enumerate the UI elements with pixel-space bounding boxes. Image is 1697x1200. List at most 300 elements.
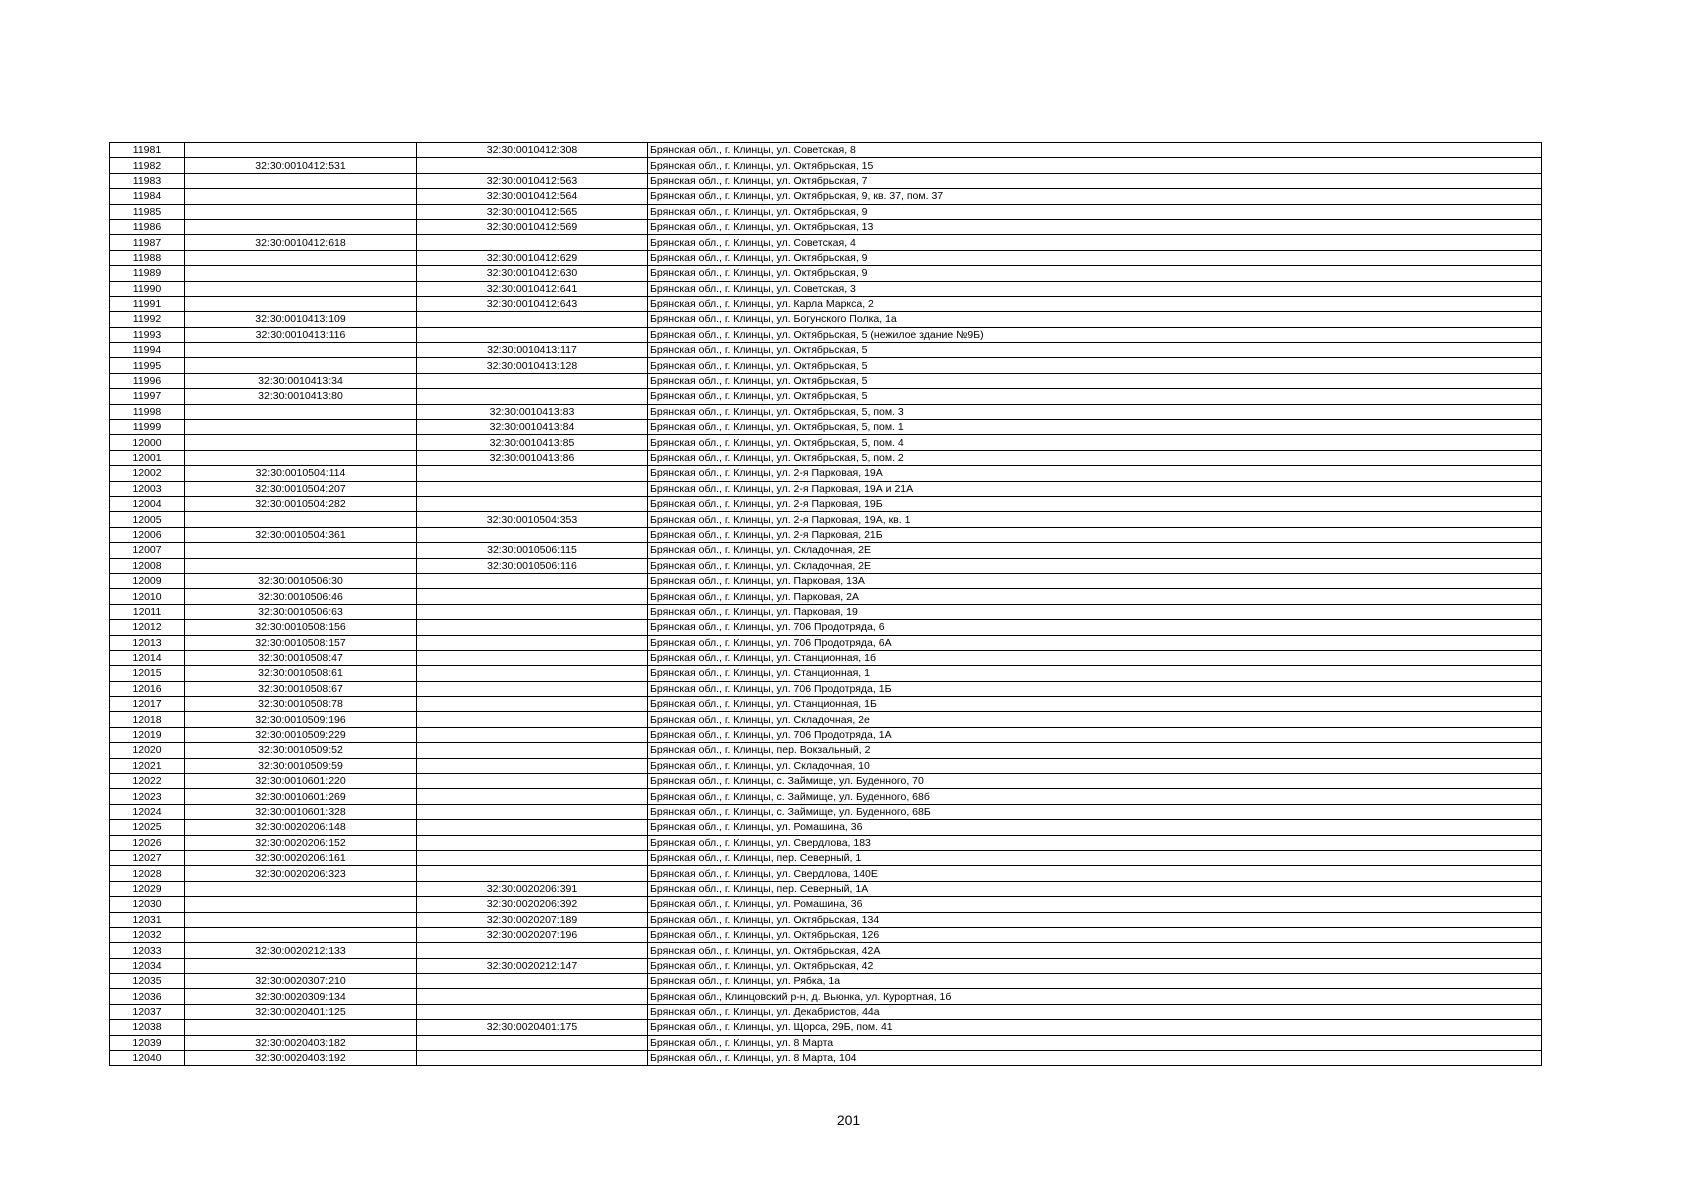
row-number-cell: 11992 [110, 312, 185, 327]
cadastral-number-cell: 32:30:0010412:618 [185, 235, 417, 250]
row-number-cell: 12007 [110, 543, 185, 558]
row-number-cell: 12004 [110, 496, 185, 511]
row-number-cell: 12014 [110, 650, 185, 665]
cadastral-number-cell: 32:30:0010508:67 [185, 681, 417, 696]
address-cell: Брянская обл., г. Клинцы, ул. 2-я Парковая, 19Б [648, 496, 1542, 511]
cadastral-number-cell [185, 296, 417, 311]
address-cell: Брянская обл., г. Клинцы, ул. 2-я Парковая, 19А и 21А [648, 481, 1542, 496]
cadastral-number-premises-cell: 32:30:0010412:308 [417, 143, 648, 158]
row-number-cell: 12020 [110, 743, 185, 758]
row-number-cell: 12036 [110, 989, 185, 1004]
row-number-cell: 12015 [110, 666, 185, 681]
cadastral-number-premises-cell: 32:30:0010413:128 [417, 358, 648, 373]
cadastral-number-cell: 32:30:0010506:30 [185, 573, 417, 588]
row-number-cell: 12029 [110, 881, 185, 896]
address-cell: Брянская обл., г. Клинцы, ул. 706 Продотряда, 6 [648, 620, 1542, 635]
table-row [110, 389, 1542, 404]
row-number-cell: 12038 [110, 1020, 185, 1035]
cadastral-number-cell: 32:30:0010508:157 [185, 635, 417, 650]
table-row [110, 404, 1542, 419]
cadastral-number-premises-cell [417, 573, 648, 588]
cadastral-number-premises-cell: 32:30:0010413:117 [417, 343, 648, 358]
address-cell: Брянская обл., г. Клинцы, ул. Складочная, 2е [648, 712, 1542, 727]
address-cell: Брянская обл., г. Клинцы, ул. Октябрьская, 15 [648, 158, 1542, 173]
table-row [110, 635, 1542, 650]
table-row [110, 296, 1542, 311]
table-row [110, 527, 1542, 542]
row-number-cell: 11994 [110, 343, 185, 358]
address-cell: Брянская обл., г. Клинцы, пер. Северный, 1А [648, 881, 1542, 896]
address-cell: Брянская обл., г. Клинцы, ул. Карла Маркса, 2 [648, 296, 1542, 311]
table-row [110, 158, 1542, 173]
table-row [110, 666, 1542, 681]
cadastral-number-cell [185, 420, 417, 435]
address-cell: Брянская обл., г. Клинцы, ул. Богунского Полка, 1а [648, 312, 1542, 327]
row-number-cell: 12003 [110, 481, 185, 496]
address-cell: Брянская обл., г. Клинцы, ул. Свердлова, 140Е [648, 866, 1542, 881]
cadastral-number-cell [185, 512, 417, 527]
cadastral-number-premises-cell: 32:30:0010412:564 [417, 189, 648, 204]
address-cell: Брянская обл., г. Клинцы, с. Займище, ул. Буденного, 68Б [648, 804, 1542, 819]
cadastral-number-cell: 32:30:0010413:109 [185, 312, 417, 327]
cadastral-number-premises-cell [417, 943, 648, 958]
row-number-cell: 12011 [110, 604, 185, 619]
table-row [110, 804, 1542, 819]
table-row [110, 850, 1542, 865]
table-row [110, 989, 1542, 1004]
row-number-cell: 12032 [110, 927, 185, 942]
cadastral-number-premises-cell [417, 650, 648, 665]
page-number: 201 [836, 1112, 861, 1128]
table-row [110, 697, 1542, 712]
cadastral-number-cell [185, 958, 417, 973]
cadastral-number-premises-cell [417, 866, 648, 881]
table-row [110, 620, 1542, 635]
row-number-cell: 12033 [110, 943, 185, 958]
cadastral-number-cell [185, 189, 417, 204]
row-number-cell: 11995 [110, 358, 185, 373]
address-cell: Брянская обл., г. Клинцы, пер. Вокзальный, 2 [648, 743, 1542, 758]
cadastral-number-cell: 32:30:0020309:134 [185, 989, 417, 1004]
cadastral-number-premises-cell: 32:30:0020206:391 [417, 881, 648, 896]
cadastral-number-cell: 32:30:0010508:156 [185, 620, 417, 635]
cadastral-number-premises-cell [417, 327, 648, 342]
cadastral-number-premises-cell [417, 850, 648, 865]
address-cell: Брянская обл., г. Клинцы, ул. Октябрьская, 134 [648, 912, 1542, 927]
table-row [110, 897, 1542, 912]
cadastral-number-premises-cell: 32:30:0010413:85 [417, 435, 648, 450]
table-row [110, 974, 1542, 989]
row-number-cell: 12019 [110, 727, 185, 742]
row-number-cell: 11998 [110, 404, 185, 419]
row-number-cell: 12001 [110, 450, 185, 465]
address-cell: Брянская обл., г. Клинцы, ул. Октябрьская, 5 [648, 389, 1542, 404]
cadastral-number-premises-cell [417, 666, 648, 681]
row-number-cell: 12035 [110, 974, 185, 989]
address-cell: Брянская обл., Клинцовский р-н, д. Вьюнка, ул. Курортная, 1б [648, 989, 1542, 1004]
cadastral-number-premises-cell [417, 835, 648, 850]
cadastral-number-cell: 32:30:0020206:148 [185, 820, 417, 835]
cadastral-number-premises-cell: 32:30:0010412:563 [417, 173, 648, 188]
table-row [110, 1020, 1542, 1035]
cadastral-number-premises-cell: 32:30:0010413:83 [417, 404, 648, 419]
cadastral-number-cell: 32:30:0010508:61 [185, 666, 417, 681]
table-row [110, 420, 1542, 435]
cadastral-number-premises-cell [417, 389, 648, 404]
registry-table [109, 142, 1542, 1066]
cadastral-number-premises-cell [417, 789, 648, 804]
cadastral-number-premises-cell [417, 481, 648, 496]
row-number-cell: 12037 [110, 1004, 185, 1019]
row-number-cell: 12025 [110, 820, 185, 835]
table-row [110, 543, 1542, 558]
table-row [110, 204, 1542, 219]
table-row [110, 604, 1542, 619]
row-number-cell: 12006 [110, 527, 185, 542]
table-row [110, 373, 1542, 388]
row-number-cell: 12030 [110, 897, 185, 912]
table-row [110, 881, 1542, 896]
cadastral-number-premises-cell [417, 235, 648, 250]
cadastral-number-cell: 32:30:0020206:323 [185, 866, 417, 881]
row-number-cell: 11987 [110, 235, 185, 250]
cadastral-number-cell [185, 927, 417, 942]
cadastral-number-premises-cell [417, 758, 648, 773]
address-cell: Брянская обл., г. Клинцы, ул. 8 Марта, 104 [648, 1051, 1542, 1066]
row-number-cell: 11982 [110, 158, 185, 173]
cadastral-number-cell: 32:30:0020206:161 [185, 850, 417, 865]
row-number-cell: 11986 [110, 219, 185, 234]
address-cell: Брянская обл., г. Клинцы, ул. Октябрьская, 5 [648, 343, 1542, 358]
row-number-cell: 12040 [110, 1051, 185, 1066]
row-number-cell: 12028 [110, 866, 185, 881]
address-cell: Брянская обл., г. Клинцы, ул. Парковая, 13А [648, 573, 1542, 588]
cadastral-number-cell [185, 173, 417, 188]
table-row [110, 312, 1542, 327]
address-cell: Брянская обл., г. Клинцы, ул. Советская, 4 [648, 235, 1542, 250]
cadastral-number-premises-cell [417, 466, 648, 481]
cadastral-number-cell: 32:30:0010504:114 [185, 466, 417, 481]
cadastral-number-cell: 32:30:0020212:133 [185, 943, 417, 958]
cadastral-number-premises-cell [417, 1004, 648, 1019]
cadastral-number-cell: 32:30:0010504:361 [185, 527, 417, 542]
address-cell: Брянская обл., г. Клинцы, ул. Станционная, 1 [648, 666, 1542, 681]
row-number-cell: 11981 [110, 143, 185, 158]
cadastral-number-premises-cell: 32:30:0020401:175 [417, 1020, 648, 1035]
cadastral-number-cell [185, 250, 417, 265]
table-row [110, 250, 1542, 265]
cadastral-number-premises-cell [417, 820, 648, 835]
address-cell: Брянская обл., г. Клинцы, ул. Октябрьская, 42 [648, 958, 1542, 973]
cadastral-number-cell: 32:30:0010509:229 [185, 727, 417, 742]
cadastral-number-premises-cell: 32:30:0010412:630 [417, 266, 648, 281]
cadastral-number-premises-cell: 32:30:0010412:641 [417, 281, 648, 296]
cadastral-number-cell: 32:30:0010508:47 [185, 650, 417, 665]
cadastral-number-cell [185, 266, 417, 281]
table-row [110, 143, 1542, 158]
table-row [110, 774, 1542, 789]
address-cell: Брянская обл., г. Клинцы, ул. Складочная, 2Е [648, 558, 1542, 573]
cadastral-number-premises-cell [417, 712, 648, 727]
row-number-cell: 12013 [110, 635, 185, 650]
address-cell: Брянская обл., г. Клинцы, ул. 2-я Парковая, 19А [648, 466, 1542, 481]
table-row [110, 681, 1542, 696]
cadastral-number-premises-cell [417, 697, 648, 712]
cadastral-number-cell [185, 404, 417, 419]
cadastral-number-premises-cell: 32:30:0020207:196 [417, 927, 648, 942]
row-number-cell: 11990 [110, 281, 185, 296]
cadastral-number-cell: 32:30:0010413:80 [185, 389, 417, 404]
cadastral-number-premises-cell [417, 989, 648, 1004]
table-row [110, 512, 1542, 527]
table-row [110, 173, 1542, 188]
address-cell: Брянская обл., г. Клинцы, ул. Октябрьская, 126 [648, 927, 1542, 942]
cadastral-number-cell [185, 450, 417, 465]
cadastral-number-cell: 32:30:0010601:328 [185, 804, 417, 819]
cadastral-number-premises-cell [417, 1035, 648, 1050]
cadastral-number-cell [185, 435, 417, 450]
cadastral-number-cell: 32:30:0010601:220 [185, 774, 417, 789]
address-cell: Брянская обл., г. Клинцы, с. Займище, ул. Буденного, 68б [648, 789, 1542, 804]
cadastral-number-cell [185, 558, 417, 573]
cadastral-number-cell: 32:30:0010509:52 [185, 743, 417, 758]
cadastral-number-cell: 32:30:0010506:46 [185, 589, 417, 604]
row-number-cell: 12024 [110, 804, 185, 819]
row-number-cell: 12022 [110, 774, 185, 789]
cadastral-number-cell: 32:30:0010509:196 [185, 712, 417, 727]
row-number-cell: 12010 [110, 589, 185, 604]
table-row [110, 835, 1542, 850]
row-number-cell: 12021 [110, 758, 185, 773]
row-number-cell: 12012 [110, 620, 185, 635]
address-cell: Брянская обл., г. Клинцы, ул. Складочная, 10 [648, 758, 1542, 773]
address-cell: Брянская обл., г. Клинцы, с. Займище, ул. Буденного, 70 [648, 774, 1542, 789]
address-cell: Брянская обл., г. Клинцы, ул. 706 Продотряда, 1А [648, 727, 1542, 742]
cadastral-number-cell: 32:30:0020307:210 [185, 974, 417, 989]
address-cell: Брянская обл., г. Клинцы, ул. Парковая, 19 [648, 604, 1542, 619]
address-cell: Брянская обл., г. Клинцы, ул. Станционная, 1Б [648, 697, 1542, 712]
address-cell: Брянская обл., г. Клинцы, ул. Октябрьская, 9 [648, 250, 1542, 265]
cadastral-number-premises-cell: 32:30:0020206:392 [417, 897, 648, 912]
row-number-cell: 11993 [110, 327, 185, 342]
table-row [110, 235, 1542, 250]
table-row [110, 266, 1542, 281]
cadastral-number-premises-cell [417, 743, 648, 758]
row-number-cell: 12009 [110, 573, 185, 588]
table-row [110, 219, 1542, 234]
row-number-cell: 12008 [110, 558, 185, 573]
address-cell: Брянская обл., г. Клинцы, ул. Октябрьская, 5 [648, 358, 1542, 373]
address-cell: Брянская обл., г. Клинцы, ул. Щорса, 29Б, пом. 41 [648, 1020, 1542, 1035]
address-cell: Брянская обл., г. Клинцы, ул. 2-я Парковая, 21Б [648, 527, 1542, 542]
address-cell: Брянская обл., г. Клинцы, ул. Октябрьская, 5, пом. 4 [648, 435, 1542, 450]
cadastral-number-premises-cell [417, 635, 648, 650]
cadastral-number-premises-cell [417, 312, 648, 327]
address-cell: Брянская обл., г. Клинцы, ул. Декабристов, 44а [648, 1004, 1542, 1019]
table-row [110, 466, 1542, 481]
cadastral-number-premises-cell: 32:30:0010412:569 [417, 219, 648, 234]
cadastral-number-premises-cell [417, 804, 648, 819]
cadastral-number-cell [185, 881, 417, 896]
cadastral-number-cell [185, 912, 417, 927]
cadastral-number-premises-cell [417, 681, 648, 696]
row-number-cell: 12017 [110, 697, 185, 712]
table-row [110, 958, 1542, 973]
cadastral-number-premises-cell: 32:30:0010413:86 [417, 450, 648, 465]
table-row [110, 558, 1542, 573]
table-row [110, 189, 1542, 204]
cadastral-number-cell [185, 204, 417, 219]
cadastral-number-cell: 32:30:0010413:34 [185, 373, 417, 388]
table-row [110, 727, 1542, 742]
address-cell: Брянская обл., г. Клинцы, ул. Октябрьская, 5, пом. 2 [648, 450, 1542, 465]
row-number-cell: 12023 [110, 789, 185, 804]
table-row [110, 912, 1542, 927]
cadastral-number-cell: 32:30:0010413:116 [185, 327, 417, 342]
table-row [110, 743, 1542, 758]
cadastral-number-cell: 32:30:0010504:282 [185, 496, 417, 511]
address-cell: Брянская обл., г. Клинцы, ул. Советская, 8 [648, 143, 1542, 158]
cadastral-number-premises-cell [417, 604, 648, 619]
address-cell: Брянская обл., г. Клинцы, ул. Ромашина, 36 [648, 897, 1542, 912]
table-row [110, 343, 1542, 358]
address-cell: Брянская обл., г. Клинцы, ул. Октябрьская, 7 [648, 173, 1542, 188]
address-cell: Брянская обл., г. Клинцы, ул. Октябрьская, 9 [648, 266, 1542, 281]
row-number-cell: 12027 [110, 850, 185, 865]
row-number-cell: 11989 [110, 266, 185, 281]
row-number-cell: 12018 [110, 712, 185, 727]
table-row [110, 866, 1542, 881]
cadastral-number-cell [185, 219, 417, 234]
table-row [110, 789, 1542, 804]
cadastral-number-premises-cell [417, 373, 648, 388]
cadastral-number-premises-cell [417, 158, 648, 173]
cadastral-number-cell [185, 143, 417, 158]
row-number-cell: 11985 [110, 204, 185, 219]
address-cell: Брянская обл., г. Клинцы, ул. Октябрьская, 9 [648, 204, 1542, 219]
table-row [110, 758, 1542, 773]
cadastral-number-premises-cell [417, 527, 648, 542]
cadastral-number-premises-cell: 32:30:0010412:565 [417, 204, 648, 219]
cadastral-number-premises-cell: 32:30:0010506:116 [417, 558, 648, 573]
cadastral-number-cell: 32:30:0010509:59 [185, 758, 417, 773]
address-cell: Брянская обл., г. Клинцы, ул. Октябрьская, 42А [648, 943, 1542, 958]
cadastral-number-cell [185, 543, 417, 558]
address-cell: Брянская обл., г. Клинцы, ул. Станционная, 1б [648, 650, 1542, 665]
address-cell: Брянская обл., г. Клинцы, пер. Северный, 1 [648, 850, 1542, 865]
cadastral-number-cell: 32:30:0010412:531 [185, 158, 417, 173]
cadastral-number-premises-cell [417, 620, 648, 635]
cadastral-number-cell: 32:30:0010504:207 [185, 481, 417, 496]
table-row [110, 450, 1542, 465]
row-number-cell: 12016 [110, 681, 185, 696]
table-row [110, 650, 1542, 665]
cadastral-number-premises-cell: 32:30:0020212:147 [417, 958, 648, 973]
table-row [110, 712, 1542, 727]
cadastral-number-cell: 32:30:0010506:63 [185, 604, 417, 619]
cadastral-number-premises-cell: 32:30:0010413:84 [417, 420, 648, 435]
address-cell: Брянская обл., г. Клинцы, ул. Октябрьская, 13 [648, 219, 1542, 234]
cadastral-number-cell [185, 358, 417, 373]
row-number-cell: 12039 [110, 1035, 185, 1050]
row-number-cell: 11991 [110, 296, 185, 311]
table-row [110, 820, 1542, 835]
cadastral-number-premises-cell: 32:30:0010412:643 [417, 296, 648, 311]
table-row [110, 435, 1542, 450]
table-row [110, 327, 1542, 342]
cadastral-number-cell: 32:30:0010601:269 [185, 789, 417, 804]
cadastral-number-premises-cell [417, 1051, 648, 1066]
address-cell: Брянская обл., г. Клинцы, ул. Октябрьская, 5 [648, 373, 1542, 388]
cadastral-number-cell: 32:30:0020403:192 [185, 1051, 417, 1066]
row-number-cell: 11988 [110, 250, 185, 265]
row-number-cell: 12026 [110, 835, 185, 850]
row-number-cell: 11997 [110, 389, 185, 404]
cadastral-number-cell [185, 281, 417, 296]
cadastral-number-cell: 32:30:0010508:78 [185, 697, 417, 712]
table-row [110, 1004, 1542, 1019]
address-cell: Брянская обл., г. Клинцы, ул. Ромашина, 36 [648, 820, 1542, 835]
registry-table-body [110, 143, 1542, 1066]
cadastral-number-cell: 32:30:0020401:125 [185, 1004, 417, 1019]
cadastral-number-premises-cell [417, 727, 648, 742]
cadastral-number-premises-cell [417, 974, 648, 989]
address-cell: Брянская обл., г. Клинцы, ул. 706 Продотряда, 1Б [648, 681, 1542, 696]
cadastral-number-premises-cell: 32:30:0020207:189 [417, 912, 648, 927]
address-cell: Брянская обл., г. Клинцы, ул. Октябрьская, 9, кв. 37, пом. 37 [648, 189, 1542, 204]
cadastral-number-premises-cell: 32:30:0010504:353 [417, 512, 648, 527]
address-cell: Брянская обл., г. Клинцы, ул. 2-я Парковая, 19А, кв. 1 [648, 512, 1542, 527]
table-row [110, 573, 1542, 588]
address-cell: Брянская обл., г. Клинцы, ул. Октябрьская, 5, пом. 1 [648, 420, 1542, 435]
address-cell: Брянская обл., г. Клинцы, ул. Советская, 3 [648, 281, 1542, 296]
row-number-cell: 11984 [110, 189, 185, 204]
table-row [110, 943, 1542, 958]
address-cell: Брянская обл., г. Клинцы, ул. Свердлова, 183 [648, 835, 1542, 850]
cadastral-number-premises-cell [417, 589, 648, 604]
cadastral-number-cell [185, 897, 417, 912]
address-cell: Брянская обл., г. Клинцы, ул. Октябрьская, 5, пом. 3 [648, 404, 1542, 419]
address-cell: Брянская обл., г. Клинцы, ул. Октябрьская, 5 (нежилое здание №9Б) [648, 327, 1542, 342]
cadastral-number-premises-cell: 32:30:0010506:115 [417, 543, 648, 558]
address-cell: Брянская обл., г. Клинцы, ул. Парковая, 2А [648, 589, 1542, 604]
cadastral-number-premises-cell: 32:30:0010412:629 [417, 250, 648, 265]
cadastral-number-cell: 32:30:0020206:152 [185, 835, 417, 850]
cadastral-number-cell [185, 343, 417, 358]
address-cell: Брянская обл., г. Клинцы, ул. Складочная, 2Е [648, 543, 1542, 558]
table-row [110, 927, 1542, 942]
address-cell: Брянская обл., г. Клинцы, ул. Рябка, 1а [648, 974, 1542, 989]
table-row [110, 1051, 1542, 1066]
table-row [110, 589, 1542, 604]
cadastral-number-cell: 32:30:0020403:182 [185, 1035, 417, 1050]
table-row [110, 1035, 1542, 1050]
row-number-cell: 11996 [110, 373, 185, 388]
cadastral-number-cell [185, 1020, 417, 1035]
row-number-cell: 12005 [110, 512, 185, 527]
row-number-cell: 12034 [110, 958, 185, 973]
table-row [110, 496, 1542, 511]
row-number-cell: 11983 [110, 173, 185, 188]
address-cell: Брянская обл., г. Клинцы, ул. 8 Марта [648, 1035, 1542, 1050]
table-row [110, 281, 1542, 296]
row-number-cell: 11999 [110, 420, 185, 435]
row-number-cell: 12031 [110, 912, 185, 927]
row-number-cell: 12000 [110, 435, 185, 450]
cadastral-number-premises-cell [417, 496, 648, 511]
row-number-cell: 12002 [110, 466, 185, 481]
table-row [110, 481, 1542, 496]
